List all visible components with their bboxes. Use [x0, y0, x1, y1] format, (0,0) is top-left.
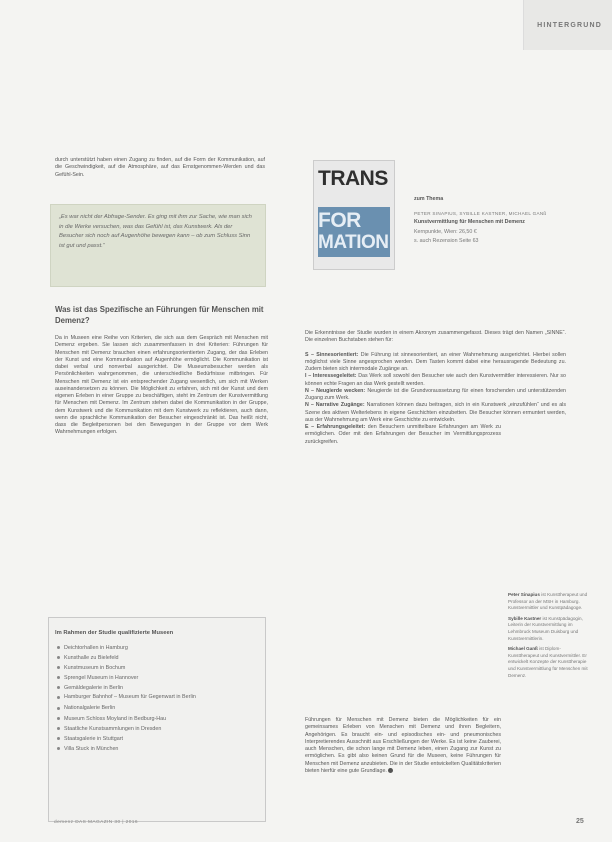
footer-magazine: demenz DAS MAGAZIN 30 | 2016	[54, 820, 138, 825]
closing-paragraph: Führungen für Menschen mit Demenz bieten die Möglichkeiten für ein gemeinsames Erleben von Menschen mit Demenz und ihren Begleitern, Angehörigen. Es braucht ein- und episodisches ein- und pneumonisches Interpretierendes Ausschnitt aus Erschließungen der Werke. Es ist keine Zauberei, auch Menschen, die schon lange mit Demenz leben, einen Zugang zur Kunst zu ermöglichen. Es gibt also keinen Grund für die Museen, keine Führungen für Menschen mit Demenz anzubieten. Die in der Studie entwickelten Qualitätskriterien bieten hierfür eine gute Grundlage.	[305, 717, 501, 774]
book-publisher: Kernpunkte, Wien: 26,50 €	[414, 228, 477, 235]
author-bio: Peter Sinapius ist Kunsttherapeut und Professor an der MSH in Hamburg. Kunstvermittler und Kunstpädagoge.	[508, 592, 588, 611]
bullet-icon	[57, 737, 60, 740]
book-title: Kunstvermittlung für Menschen mit Demenz	[414, 219, 525, 226]
book-note: s. auch Rezension Seite 63	[414, 238, 479, 245]
museums-list	[57, 643, 196, 754]
acronym-item: N – Narrative Zugänge: Narrationen können dazu beitragen, sich in ein Kunstwerk „einzufühlen“ und es als Szene des aktiven Welterlebens in eigene Geschichten einzubetten. Die Besucher können ermuntert werden, aus der Wahrnehmung am Werk eine Geschichte zu entwickeln.	[305, 402, 566, 423]
bullet-icon	[57, 666, 60, 669]
list-item: Nationalgalerie Berlin	[57, 703, 196, 713]
book-cover	[313, 160, 395, 270]
list-item: Staatliche Kunstsammlungen in Dresden	[57, 724, 196, 734]
bullet-icon	[57, 707, 60, 710]
author-bio: Michael Ganß ist Diplom-Kunsttherapeut und Kunstvermittler. Er entwickelt Konzepte der Kunsttherapie und Kunstvermittlung für Menschen mit Demenz.	[508, 646, 588, 678]
book-cover-word: TRANS	[318, 167, 388, 190]
author-bios	[508, 592, 588, 679]
acronym-item: S – Sinnesorientiert: Die Führung ist sinnesorientiert, an einer Wahrnehmung ausgerichtet. Hierbei sollen möglichst viele Sinne angesprochen werden. Dem Tasten kommt dabei eine herausragende Bedeutung zu. Zudem bieten sich intermodale Zugänge an.	[305, 351, 566, 372]
museums-box	[48, 617, 266, 822]
acronym-item: E – Erfahrungsgeleitet: den Besuchern unmittelbare Erfahrungen am Werk zu ermöglichen. Oder mit den Erfahrungen der Besucher im Vermittlungsprozess zurückgreifen.	[305, 424, 501, 445]
bullet-icon	[57, 656, 60, 659]
list-item: Gemäldegalerie in Berlin	[57, 683, 196, 693]
right-column-intro: Die Erkenntnisse der Studie wurden in einem Akronym zusammengefasst. Dieses trägt den Namen „SINNE“. Die einzelnen Buchstaben stehen für:	[305, 330, 566, 344]
list-item: Deichtorhallen in Hamburg	[57, 643, 196, 653]
list-item: Hamburger Bahnhof – Museum für Gegenwart in Berlin	[57, 693, 196, 703]
bullet-icon	[57, 727, 60, 730]
list-item: Staatsgalerie in Stuttgart	[57, 734, 196, 744]
right-column-body	[305, 330, 566, 446]
museums-box-title: Im Rahmen der Studie qualifizierte Museen	[55, 630, 174, 636]
pull-quote-box	[50, 204, 266, 287]
acronym-item: I – Interessegeleitet: Das Werk soll sowohl den Besucher wie auch den Kunstvermittler interessieren. Nur so können echte Fragen an das Werk gestellt werden.	[305, 373, 567, 387]
list-item: Villa Stuck in München	[57, 744, 196, 754]
book-info	[414, 195, 564, 247]
left-column-body: Da in Museen eine Reihe von Kriterien, die sich aus dem Gespräch mit Menschen mit Demenz ergeben. Sie lassen sich zusammenfassen in drei Kriterien: Führungen für Menschen mit Demenz brauchen einen erfahrungsorientierten Zugang, der das Erleben der Kunst und eine Kommunikation auf Augenhöhe ermöglicht. Die Kommunikation ist dabei verbal und nonverbal ausgerichtet. Die Museumsbesucher werden als Persönlichkeiten wahrgenommen, die unterschiedliche Bedürfnisse mitbringen. Für Menschen mit Demenz ist ein entsprechender Zugang wesentlich, um sich mit Werken auseinandersetzen zu können. Die Möglichkeit zu erfahren, sich mit der Kunst und dem eigenen Erleben in einer Gruppe zu beschäftigen, steht im Zentrum der Kunstvermittlung für Menschen mit Demenz. Im Zentrum stehen dabei die Kommunikation in der Gruppe, dem Kunstwerk und die Kommunikation mit dem Kunstwerk zu reflektieren, auch dann, wenn die sprachliche Kommunikation der Besucher eingeschränkt ist. Das heißt nicht, dass die Begleitpersonen bei den Bewegungen in der Gruppe vor dem Werk Wahrnehmungen erfolgen.	[55, 335, 268, 436]
list-item: Museum Schloss Moyland in Bedburg-Hau	[57, 714, 196, 724]
bullet-icon	[57, 696, 60, 699]
section-heading: Was ist das Spezifische an Führungen für Menschen mit Demenz?	[55, 305, 264, 325]
bullet-icon	[57, 676, 60, 679]
acronym-item: N – Neugierde wecken: Neugierde ist die Grundvoraussetzung für einen forschenden und unterstützenden Zugang zum Werk.	[305, 387, 566, 401]
page-number: 25	[576, 818, 584, 825]
bullet-icon	[57, 747, 60, 750]
section-header-tab	[523, 0, 612, 50]
intro-paragraph: durch unterstützt haben einen Zugang zu finden, auf die Form der Kommunikation, auf die Geschwindigkeit, auf die Atmosphäre, auf das Ernstgenommen-Werden und das Gefühl-Sein.	[55, 157, 265, 178]
list-item: Sprengel Museum in Hannover	[57, 673, 196, 683]
book-authors: PETER SINAPIUS, SYBILLE KASTNER, MICHAEL GANß	[414, 210, 547, 216]
bullet-icon	[57, 717, 60, 720]
bullet-icon	[57, 686, 60, 689]
book-label: zum Thema	[414, 196, 444, 202]
book-cover-word: MATION	[318, 232, 389, 253]
book-cover-word: FOR	[318, 209, 361, 232]
list-item: Kunsthalle zu Bielefeld	[57, 653, 196, 663]
author-bio: Sybille Kastner ist Kunstpädagogin, Leiterin der Kunstvermittlung im Lehmbruck Museum Duisburg und Kunstvermittlerin.	[508, 615, 583, 641]
pull-quote-text: „Es war nicht der Abfrage-Sender. Es ging mit ihm zur Sache, wie man sich in die Werke versuchen, was das Gefühl ist, das Kunstwerk. Als der Besucher sich noch auf Augenhöhe bewegen kann – ob zum Schluss Sinn ist gut und passt.“	[59, 214, 252, 249]
bullet-icon	[57, 646, 60, 649]
section-label: HINTERGRUND	[537, 22, 602, 29]
list-item: Kunstmuseum in Bochum	[57, 663, 196, 673]
end-mark-icon	[388, 768, 393, 773]
